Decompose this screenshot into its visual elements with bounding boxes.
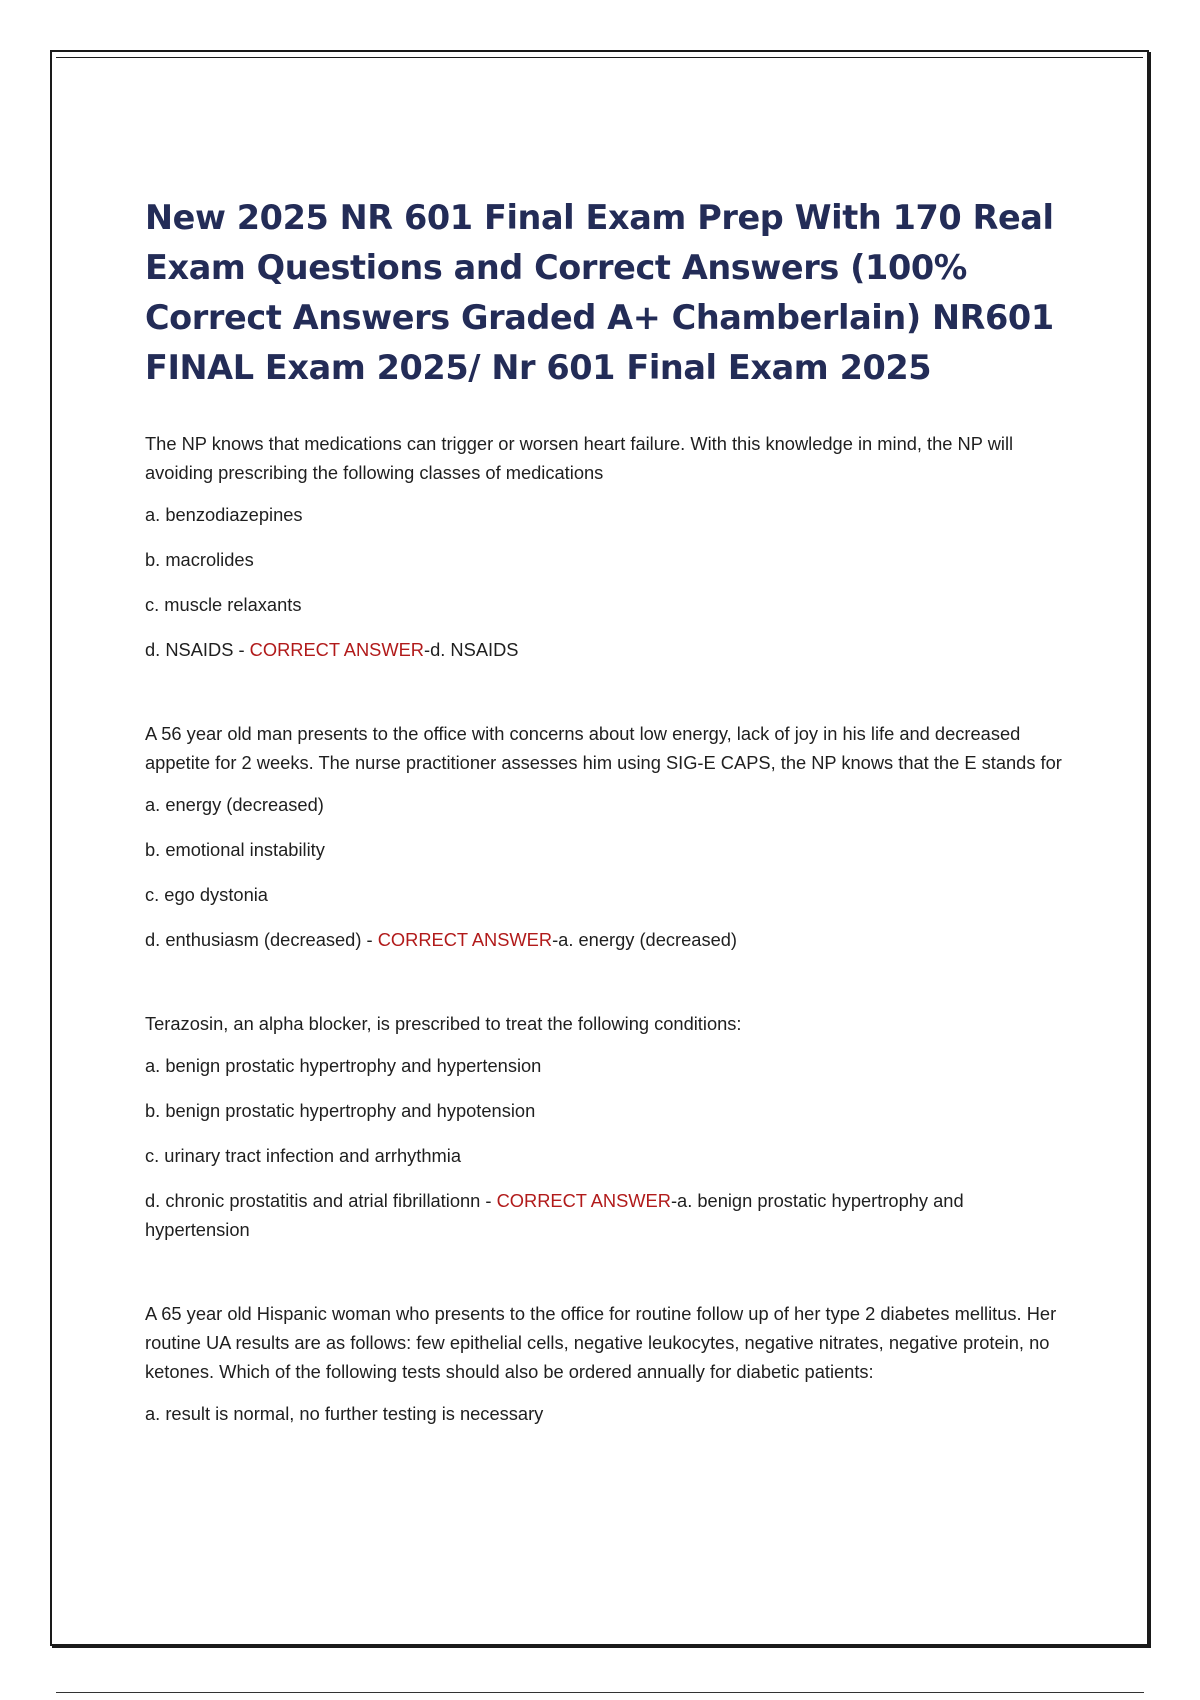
correct-answer-text: a. benign prostatic hypertrophy and hypertension (145, 1190, 964, 1240)
question-3 (145, 1009, 1070, 1244)
question-2 (145, 719, 1070, 954)
answer-option: b. benign prostatic hypertrophy and hypotension (145, 1100, 536, 1121)
answer-option-with-key: d. enthusiasm (decreased) - CORRECT ANSWER-a. energy (decreased) (145, 929, 738, 950)
question-spacer (145, 970, 1070, 1009)
document-title: New 2025 NR 601 Final Exam Prep With 170 Real Exam Questions and Correct Answers (100% Correct Answers Graded A+ Chamberlain) NR601 FINAL Exam 2025/ Nr 601 Final Exam 2025 (145, 198, 1054, 387)
answer-option: c. urinary tract infection and arrhythmia (145, 1145, 461, 1166)
question-spacer (145, 1260, 1070, 1299)
answer-option: c. ego dystonia (145, 884, 268, 905)
answer-option: b. emotional instability (145, 839, 325, 860)
answer-option-text: d. enthusiasm (decreased) (145, 929, 362, 950)
answer-option-with-key: d. NSAIDS - CORRECT ANSWER-d. NSAIDS (145, 639, 519, 660)
question-4 (145, 1299, 1070, 1428)
question-1 (145, 429, 1070, 664)
correct-answer-text: a. energy (decreased) (558, 929, 738, 950)
document-body (145, 193, 1070, 1444)
question-stem: A 65 year old Hispanic woman who presents to the office for routine follow up of her type 2 diabetes mellitus. Her routine UA results are as follows: few epithelial cells, negative leukocytes, negative nitrates, negative protein, no ketones. Which of the following tests should also be ordered annually for diabetic patients: (145, 1303, 1057, 1382)
next-page-top-border (56, 1692, 1144, 1693)
answer-option-with-key: d. chronic prostatitis and atrial fibrillationn - CORRECT ANSWER-a. benign prostatic hypertrophy and hypertension (145, 1190, 964, 1240)
answer-option-text: d. NSAIDS (145, 639, 234, 660)
question-stem: A 56 year old man presents to the office with concerns about low energy, lack of joy in his life and decreased appetite for 2 weeks. The nurse practitioner assesses him using SIG-E CAPS, the NP knows that the E stands for (145, 723, 1062, 773)
answer-option: a. benign prostatic hypertrophy and hypertension (145, 1055, 542, 1076)
question-stem: Terazosin, an alpha blocker, is prescribed to treat the following conditions: (145, 1013, 742, 1034)
answer-option: a. benzodiazepines (145, 504, 303, 525)
page-border-top-rule (56, 57, 1143, 58)
answer-option: c. muscle relaxants (145, 594, 302, 615)
question-stem: The NP knows that medications can trigger or worsen heart failure. With this knowledge in mind, the NP will avoiding prescribing the following classes of medications (145, 433, 1014, 483)
correct-answer-label: CORRECT ANSWER (496, 1190, 671, 1211)
answer-option: a. energy (decreased) (145, 794, 324, 815)
answer-option-text: d. chronic prostatitis and atrial fibrillationn (145, 1190, 481, 1211)
question-spacer (145, 680, 1070, 719)
correct-answer-label: CORRECT ANSWER (249, 639, 425, 660)
correct-answer-label: CORRECT ANSWER (377, 929, 553, 950)
answer-option: b. macrolides (145, 549, 254, 570)
answer-option: a. result is normal, no further testing is necessary (145, 1403, 544, 1424)
correct-answer-text: d. NSAIDS (430, 639, 519, 660)
